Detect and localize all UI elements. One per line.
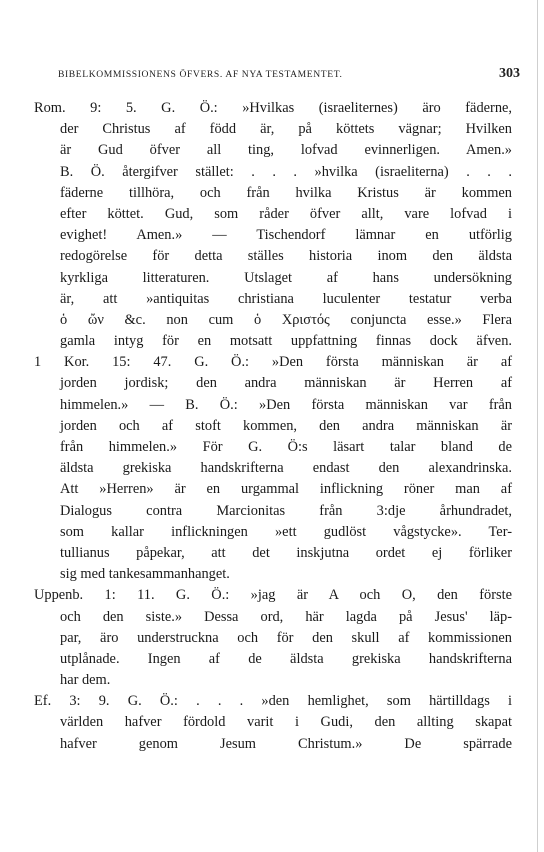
- text-line: som kallar inflickningen »ett gudlöst vågstycke». Ter-: [60, 523, 512, 540]
- running-head: [58, 66, 520, 82]
- text-line: kyrkliga litteraturen. Utslaget af hans undersökning: [60, 269, 512, 286]
- text-line: der Christus af född är, på köttets vägnar; Hvilken: [60, 121, 512, 138]
- text-line: B. Ö. återgifver stället: . . . »hvilka (israeliterna) . . .: [60, 163, 512, 180]
- text-line: Rom. 9: 5. G. Ö.: »Hvilkas (israeliternes) äro fäderne,: [34, 100, 512, 116]
- text-line: äldsta grekiska handskrifterna endast den alexandrinska.: [60, 460, 512, 477]
- text-line: ὁ ὤν &c. non cum ὁ Χριστός conjuncta esse.» Flera: [60, 311, 512, 328]
- text-line: hafver genom Jesum Christum.» De spärrade: [60, 735, 512, 752]
- text-line: 1 Kor. 15: 47. G. Ö.: »Den första människan är af: [34, 354, 512, 371]
- text-line: är Gud öfver all ting, lofvad evinnerligen. Amen.»: [60, 142, 512, 159]
- text-line: jorden och af stoft kommen, den andra människan är: [60, 417, 512, 434]
- text-line: sig med tankesammanhanget.: [60, 566, 230, 583]
- running-head-title: BIBELKOMMISSIONENS ÖFVERS. AF NYA TESTAMENTET.: [58, 69, 343, 80]
- text-line: Dialogus contra Marcionitas från 3:dje århundradet,: [60, 502, 512, 519]
- text-line: redogörelse för detta ställes historia inom den äldsta: [60, 248, 512, 265]
- text-line: fäderne tillhöra, och från hvilka Kristus är kommen: [60, 184, 512, 201]
- text-line: himmelen.» — B. Ö.: »Den första människan var från: [60, 396, 512, 413]
- page-number: 303: [499, 66, 520, 81]
- page-edge-line: [537, 0, 538, 852]
- text-line: från himmelen.» För G. Ö:s läsart talar bland de: [60, 439, 512, 455]
- text-line: är, att »antiquitas christiana luculenter testatur verba: [60, 290, 512, 307]
- text-line: Uppenb. 1: 11. G. Ö.: »jag är A och O, den förste: [34, 587, 512, 604]
- text-line: Ef. 3: 9. G. Ö.: . . . »den hemlighet, som härtilldags i: [34, 693, 512, 710]
- body-text: [34, 98, 526, 755]
- text-line: evighet! Amen.» — Tischendorf lämnar en utförlig: [60, 227, 512, 244]
- text-line: gamla intyg för en motsatt uppfattning finnas dock äfven.: [60, 333, 512, 350]
- text-line: par, äro understruckna och för den skull af kommissionen: [60, 629, 512, 646]
- text-line: tullianus påpekar, att det inskjutna ordet ej förliker: [60, 544, 512, 561]
- text-line: Att »Herren» är en urgammal inflickning röner man af: [60, 481, 512, 498]
- text-line: har dem.: [60, 672, 111, 689]
- text-line: världen hafver fördold varit i Gudi, den allting skapat: [60, 714, 512, 731]
- text-line: utplånade. Ingen af de äldsta grekiska handskrifterna: [60, 650, 512, 667]
- text-line: jorden jordisk; den andra människan är Herren af: [60, 375, 512, 392]
- text-line: efter köttet. Gud, som råder öfver allt, vare lofvad i: [60, 205, 512, 222]
- text-line: och den siste.» Dessa ord, här lagda på Jesus' läp-: [60, 608, 512, 625]
